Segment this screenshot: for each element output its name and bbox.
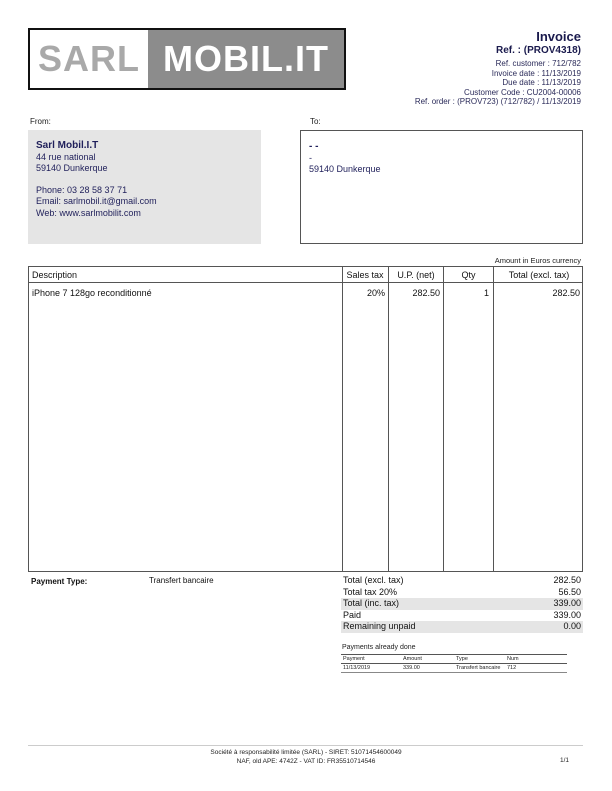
total-label: Paid	[343, 610, 362, 620]
payment-type: Transfert bancaire	[456, 665, 501, 671]
ref-order: Ref. order : (PROV723) (712/782) / 11/13/2019	[414, 97, 581, 107]
company-logo	[28, 28, 346, 90]
invoice-title: Invoice	[536, 29, 581, 44]
recipient-city: 59140 Dunkerque	[309, 164, 381, 174]
payment-type-label: Payment Type:	[31, 577, 88, 586]
recipient-name: - -	[309, 141, 319, 152]
payments-col-type: Type	[456, 656, 468, 662]
recipient-address-box	[300, 130, 583, 244]
col-header-sales-tax: Sales tax	[346, 270, 384, 280]
logo-text-mobilit: MOBIL.IT	[148, 30, 344, 88]
line-unit-price: 282.50	[412, 288, 440, 298]
line-description: iPhone 7 128go reconditionné	[32, 288, 152, 298]
page-number: 1/1	[559, 757, 569, 764]
payments-col-payment: Payment	[343, 656, 365, 662]
total-value: 282.50	[553, 575, 581, 585]
line-qty: 1	[483, 288, 489, 298]
col-header-qty: Qty	[461, 270, 476, 280]
col-header-unit-price: U.P. (net)	[397, 270, 435, 280]
total-value: 0.00	[563, 621, 581, 631]
table-row	[341, 664, 567, 673]
total-label: Total (excl. tax)	[343, 575, 404, 585]
total-value: 339.00	[553, 610, 581, 620]
payment-num: 712	[507, 665, 517, 671]
payment-date: 11/13/2019	[343, 665, 371, 671]
to-label: To:	[310, 117, 321, 126]
col-header-description: Description	[32, 270, 78, 280]
line-sales-tax: 20%	[366, 288, 385, 298]
customer-code: Customer Code : CU2004-00006	[464, 87, 581, 97]
footer-line-2: NAF, old APE: 4742Z - VAT ID: FR35510714546	[236, 758, 376, 765]
remaining-unpaid-row	[341, 621, 583, 633]
sender-phone: Phone: 03 28 58 37 71	[36, 184, 128, 195]
total-tax-row	[341, 587, 583, 599]
sender-web: Web: www.sarlmobilit.com	[36, 207, 141, 218]
sender-name: Sarl Mobil.I.T	[36, 140, 99, 151]
invoice-date: Invoice date : 11/13/2019	[491, 68, 581, 78]
payments-header-row	[341, 654, 567, 664]
total-inc-tax-row	[341, 598, 583, 610]
invoice-ref: Ref. : (PROV4318)	[495, 45, 581, 56]
total-value: 339.00	[553, 598, 581, 608]
ref-customer: Ref. customer : 712/782	[495, 59, 581, 68]
payments-col-amount: Amount	[403, 656, 422, 662]
sender-city: 59140 Dunkerque	[36, 163, 108, 173]
total-label: Total (inc. tax)	[343, 598, 400, 608]
sender-email: Email: sarlmobil.it@gmail.com	[36, 196, 157, 206]
total-value: 56.50	[558, 587, 581, 597]
payments-done-title: Payments already done	[342, 644, 416, 651]
total-label: Remaining unpaid	[343, 621, 416, 631]
invoice-lines-table	[28, 266, 583, 572]
legal-footer	[0, 748, 612, 766]
from-label: From:	[30, 117, 51, 126]
due-date: Due date : 11/13/2019	[502, 78, 581, 88]
payments-done-table	[341, 654, 567, 673]
footer-divider	[28, 745, 583, 746]
payment-amount: 339.00	[403, 665, 420, 671]
total-excl-tax-row	[341, 575, 583, 587]
payments-col-num: Num	[507, 656, 519, 662]
footer-line-1: Société à responsabilité limitée (SARL) - SIRET: 51071454600049	[210, 749, 402, 756]
currency-note: Amount in Euros currency	[494, 256, 581, 265]
total-label: Total tax 20%	[343, 587, 398, 597]
sender-address-box	[28, 130, 261, 244]
logo-text-sarl: SARL	[30, 30, 148, 88]
sender-street: 44 rue national	[36, 151, 96, 162]
line-total: 282.50	[552, 288, 580, 298]
payment-type-value: Transfert bancaire	[149, 576, 214, 585]
paid-row	[341, 610, 583, 622]
col-header-total: Total (excl. tax)	[508, 270, 570, 280]
recipient-line2: -	[309, 152, 312, 163]
invoice-header	[415, 30, 581, 107]
